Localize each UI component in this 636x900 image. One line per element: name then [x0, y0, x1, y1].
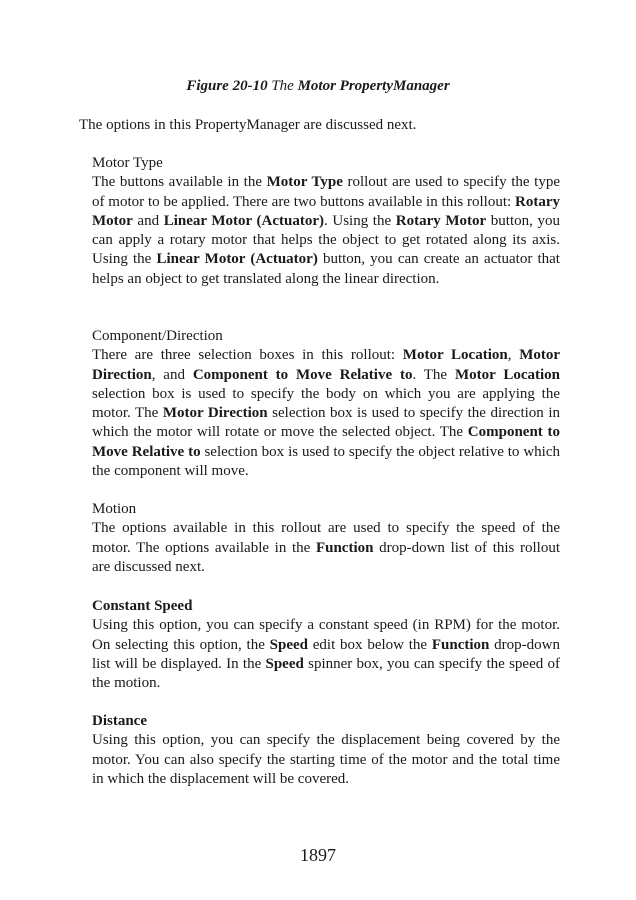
bold-term: Function — [431, 636, 490, 653]
bold-term: Linear Motor (Actuator) — [156, 251, 318, 268]
figure-number: Figure 20-10 — [186, 78, 268, 94]
text-run: , and — [151, 366, 193, 383]
text-run: rollout are used to specify the type of motor to be applied. There are two buttons available in this rollout: — [92, 174, 560, 210]
bold-term: Motor Direction — [92, 347, 560, 383]
section-distance — [92, 712, 560, 789]
text-run: button, you can apply a rotary motor that helps the object to get rotated along its axis. Using the — [92, 212, 560, 268]
section-component-direction — [92, 327, 560, 481]
bold-term: Rotary Motor — [92, 193, 560, 229]
caption-the: The — [267, 78, 298, 94]
bold-term: Component to Move Relative to — [92, 424, 560, 460]
bold-term: Speed — [265, 655, 304, 672]
bold-term: Motor Direction — [162, 405, 268, 422]
section-paragraph — [92, 173, 560, 289]
bold-term: Motor Location — [454, 366, 560, 383]
text-run: drop-down list will be displayed. In the — [92, 636, 560, 672]
figure-title: Motor PropertyManager — [297, 78, 450, 94]
section-heading: Motion — [92, 501, 137, 517]
text-run: selection box is used to specify the body on which you are applying the motor. The — [92, 385, 560, 422]
section-paragraph — [92, 616, 560, 693]
text-run: There are three selection boxes in this rollout: — [92, 347, 403, 364]
bold-term: Function — [315, 539, 374, 556]
text-run: selection box is used to specify the object relative to which the component will move. — [92, 443, 560, 480]
text-run: drop-down list of this rollout are discussed next. — [92, 539, 560, 575]
text-run: The buttons available in the — [92, 174, 267, 191]
text-run: selection box is used to specify the direction in which the motor will rotate or move the selected object. The — [92, 405, 560, 441]
section-constant-speed — [92, 597, 560, 693]
section-paragraph — [92, 346, 560, 481]
page-number: 1897 — [300, 845, 336, 865]
section-heading: Constant Speed — [92, 598, 193, 614]
section-motor-type — [92, 154, 560, 289]
section-heading: Component/Direction — [92, 328, 223, 344]
text-run: . The — [412, 366, 455, 383]
section-heading: Motor Type — [92, 155, 163, 171]
bold-term: Rotary Motor — [395, 212, 487, 229]
text-run: Using this option, you can specify the displacement being covered by the motor. You can also specify the starting time of the motor and the total time in which the displacement will be covered. — [92, 732, 560, 787]
bold-term: Speed — [269, 636, 308, 653]
intro-paragraph: The options in this PropertyManager are discussed next. — [79, 117, 417, 133]
text-run: button, you can create an actuator that helps an object to get translated along the linear direction. — [92, 251, 560, 287]
bold-term: Motor Type — [266, 174, 343, 191]
section-heading: Distance — [92, 713, 147, 729]
text-run: and — [132, 212, 164, 229]
text-run: Using this option, you can specify a constant speed (in RPM) for the motor. On selecting this option, the — [92, 617, 560, 653]
text-run: spinner box, you can specify the speed of the motion. — [92, 655, 560, 692]
text-run: The options available in this rollout are used to specify the speed of the motor. The options available in the — [92, 520, 560, 556]
bold-term: Component to Move Relative to — [192, 366, 413, 383]
bold-term: Linear Motor (Actuator) — [163, 212, 324, 229]
figure-caption — [0, 77, 636, 96]
text-run: . Using the — [324, 212, 396, 229]
section-paragraph — [92, 731, 560, 789]
text-run: edit box below the — [307, 636, 432, 653]
section-paragraph — [92, 519, 560, 577]
bold-term: Motor Location — [402, 347, 508, 364]
text-run: , — [507, 347, 520, 364]
section-motion — [92, 500, 560, 577]
